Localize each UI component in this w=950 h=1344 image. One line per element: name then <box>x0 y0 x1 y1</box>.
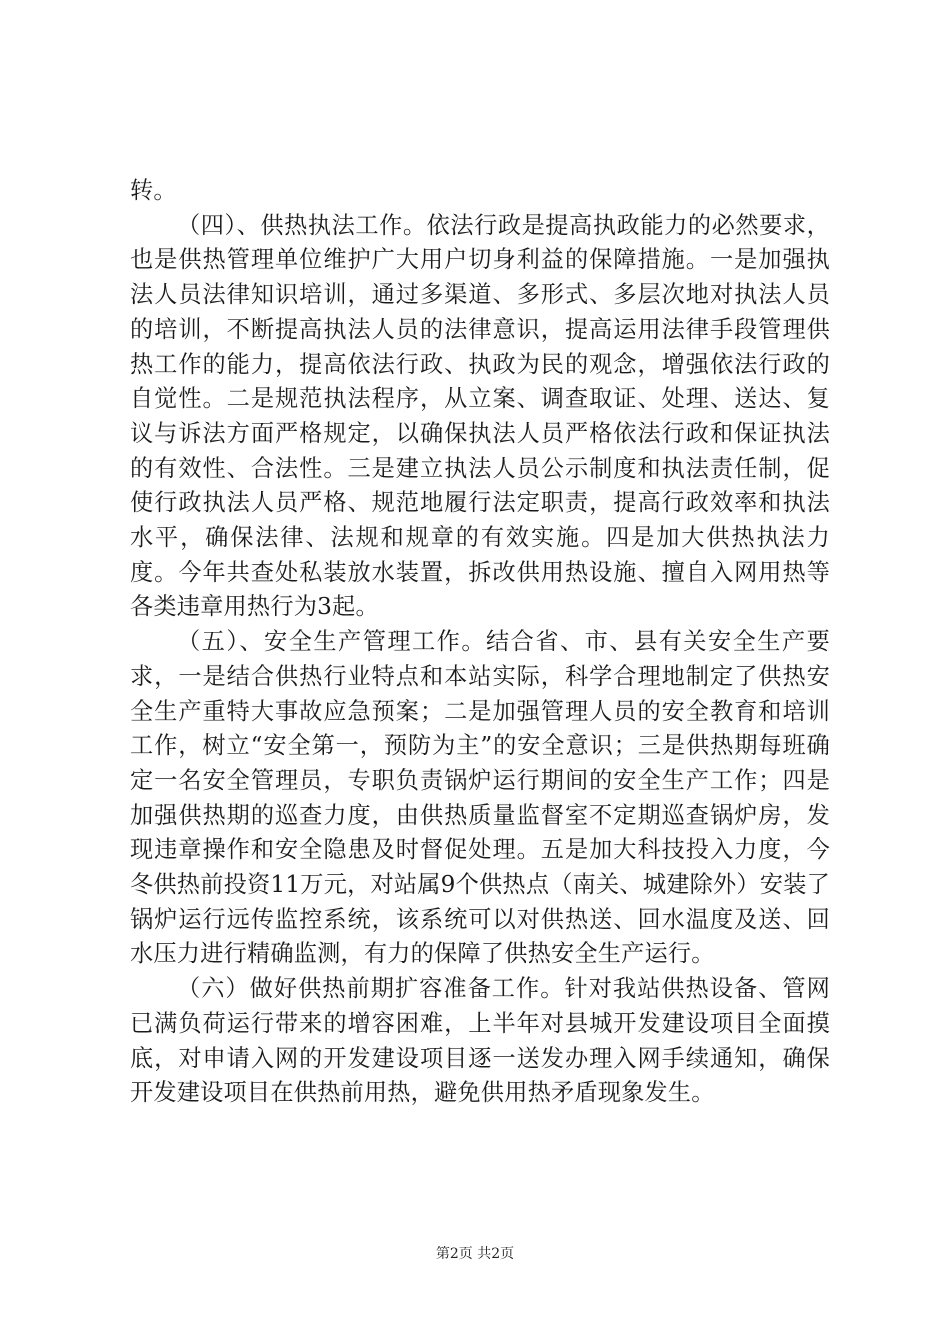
page-number-label: 第2页 共2页 <box>435 1246 515 1262</box>
document-body <box>130 174 830 1111</box>
paragraph-continuation: 转。 <box>130 177 177 204</box>
page-footer <box>0 1244 950 1264</box>
paragraph-safety-production: （五）、安全生产管理工作。结合省、市、县有关安全生产要求，一是结合供热行业特点和本站实际，科学合理地制定了供热安全生产重特大事故应急预案；二是加强管理人员的安全教育和培训工作，树立“安全第一，预防为主”的安全意识；三是供热期每班确定一名安全管理员，专职负责锅炉运行期间的安全生产工作；四是加强供热期的巡查力度，由供热质量监督室不定期巡查锅炉房，发现违章操作和安全隐患及时督促处理。五是加大科技投入力度，今冬供热前投资11万元，对站属9个供热点（南关、城建除外）安装了锅炉运行远传监控系统，该系统可以对供热送、回水温度及送、回水压力进行精确监测，有力的保障了供热安全生产运行。 <box>130 628 830 968</box>
paragraph-heating-law-enforcement: （四）、供热执法工作。依法行政是提高执政能力的必然要求，也是供热管理单位维护广大用户切身利益的保障措施。一是加强执法人员法律知识培训，通过多渠道、多形式、多层次地对执法人员的培训，不断提高执法人员的法律意识，提高运用法律手段管理供热工作的能力，提高依法行政、执政为民的观念，增强依法行政的自觉性。二是规范执法程序，从立案、调查取证、处理、送达、复议与诉法方面严格规定，以确保执法人员严格依法行政和保证执法的有效性、合法性。三是建立执法人员公示制度和执法责任制，促使行政执法人员严格、规范地履行法定职责，提高行政效率和执法水平，确保法律、法规和规章的有效实施。四是加大供热执法力度。今年共查处私装放水装置，拆改供用热设施、擅自入网用热等各类违章用热行为3起。 <box>130 211 830 621</box>
paragraph-capacity-expansion: （六）做好供热前期扩容准备工作。针对我站供热设备、管网已满负荷运行带来的增容困难，上半年对县城开发建设项目全面摸底，对申请入网的开发建设项目逐一送发办理入网手续通知，确保开发建设项目在供热前用热，避免供用热矛盾现象发生。 <box>130 975 830 1107</box>
